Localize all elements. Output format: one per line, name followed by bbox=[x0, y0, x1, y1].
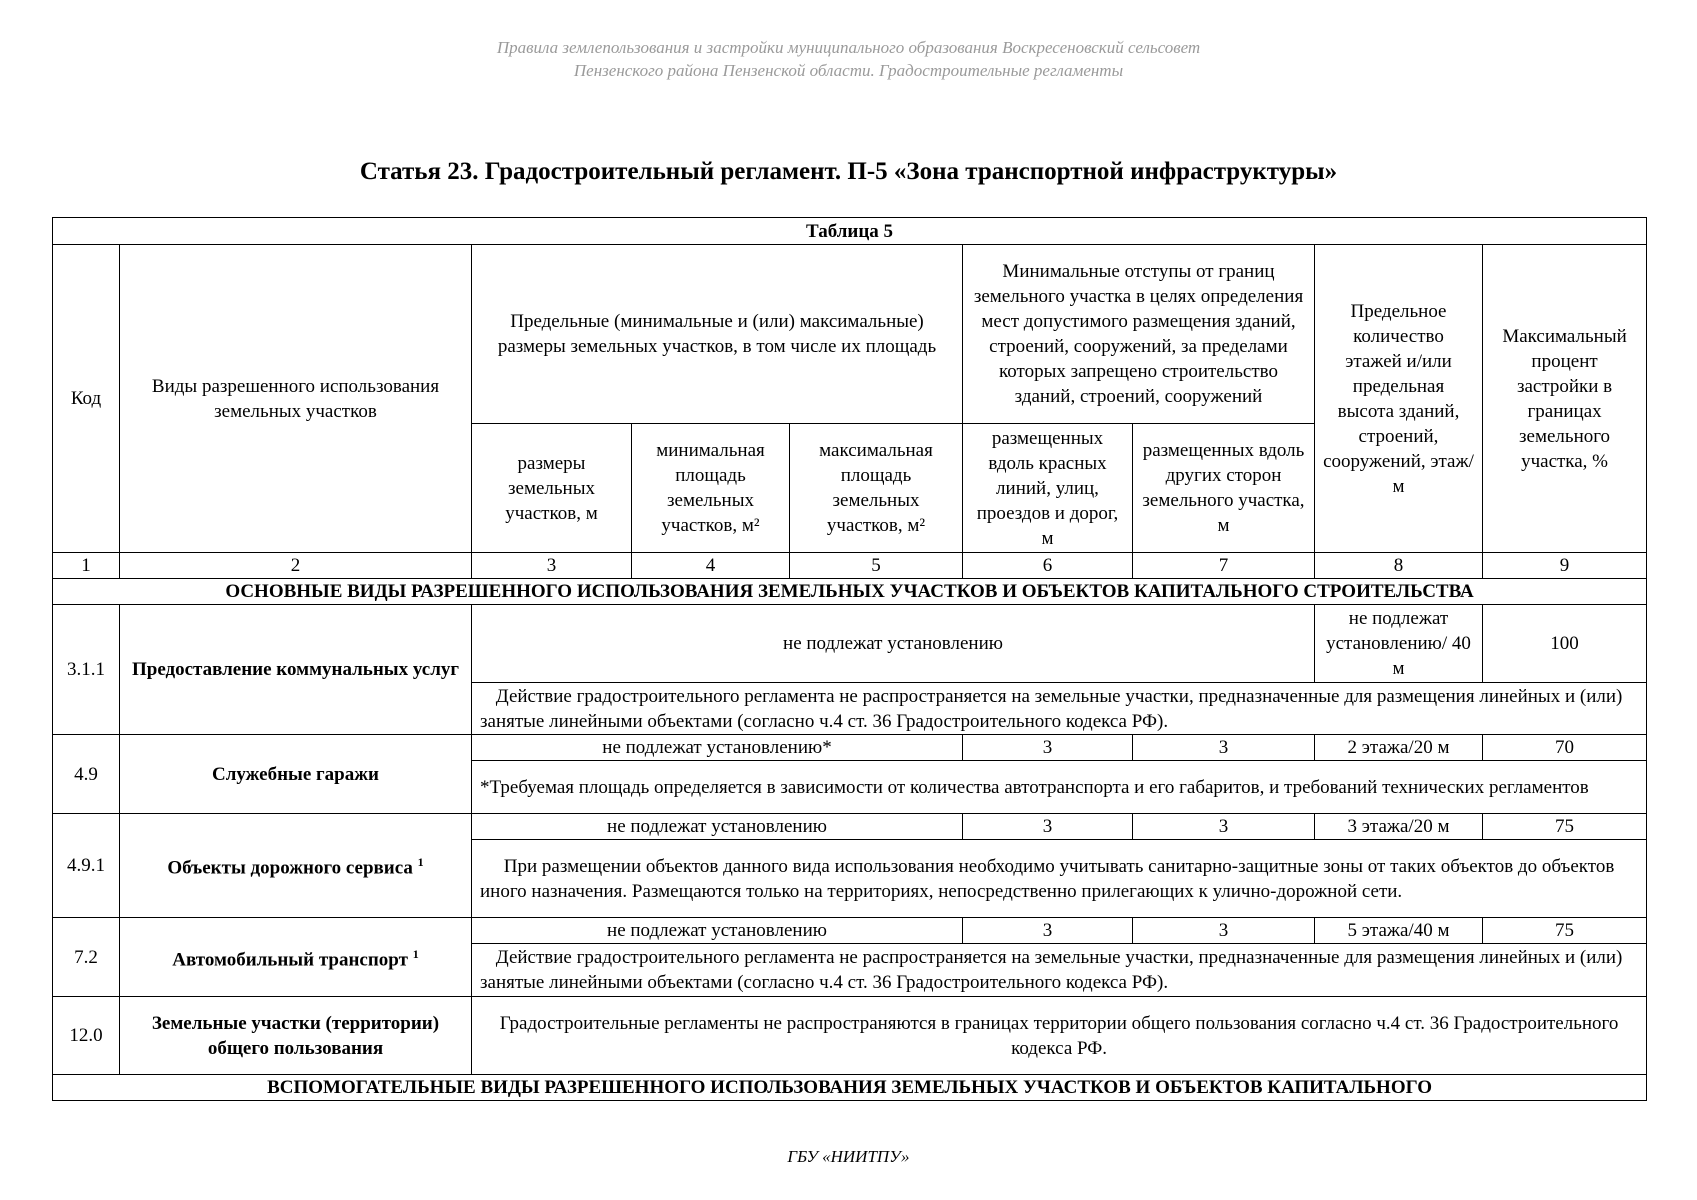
section-row-aux bbox=[53, 1075, 1647, 1101]
column-number: 4 bbox=[632, 553, 790, 579]
col-header-setbacks-group: Минимальные отступы от границ земельного участка в целях определения мест допустимого размещения зданий, строений, сооружений, за пределами которых запрещено строительство зданий, строений, сооружений bbox=[963, 245, 1315, 424]
page-footer: ГБУ «НИИТПУ» bbox=[787, 1147, 910, 1166]
section-row-main bbox=[53, 579, 1647, 605]
row-note: При размещении объектов данного вида использования необходимо учитывать санитарно-защитные зоны от таких объектов до объектов иного назначения. Размещаются только на территориях, непосредственно прилегающих к улично-дорожной сети. bbox=[472, 840, 1647, 918]
column-number: 5 bbox=[790, 553, 963, 579]
table-row bbox=[53, 918, 1647, 944]
col-header-min-area: минимальная площадь земельных участков, м² bbox=[632, 424, 790, 553]
row-code: 7.2 bbox=[53, 918, 120, 997]
row-floors-value: 5 этажа/40 м bbox=[1315, 918, 1483, 944]
row-use-name bbox=[120, 918, 472, 997]
row-setback-other-value: 3 bbox=[1133, 814, 1315, 840]
table-row bbox=[53, 605, 1647, 683]
row-use-name-text: Объекты дорожного сервиса bbox=[167, 857, 413, 879]
row-setback-red-value: 3 bbox=[963, 735, 1133, 761]
running-header-line-1: Правила землепользования и застройки муниципального образования Воскресеновский сельсовет bbox=[496, 38, 1201, 57]
running-header-line-2: Пензенского района Пензенской области. Градостроительные регламенты bbox=[573, 61, 1124, 80]
row-setback-other-value: 3 bbox=[1133, 918, 1315, 944]
column-number: 3 bbox=[472, 553, 632, 579]
col-header-sizes-group: Предельные (минимальные и (или) максимальные) размеры земельных участков, в том числе их площадь bbox=[472, 245, 963, 424]
section-heading-main: ОСНОВНЫЕ ВИДЫ РАЗРЕШЕННОГО ИСПОЛЬЗОВАНИЯ ЗЕМЕЛЬНЫХ УЧАСТКОВ И ОБЪЕКТОВ КАПИТАЛЬНОГО СТРОИТЕЛЬСТВА bbox=[53, 579, 1647, 605]
row-coverage-value: 75 bbox=[1483, 918, 1647, 944]
row-coverage-value: 70 bbox=[1483, 735, 1647, 761]
row-use-name bbox=[120, 814, 472, 918]
column-number: 2 bbox=[120, 553, 472, 579]
col-header-floors: Предельное количество этажей и/или предельная высота зданий, строений, сооружений, этаж/м bbox=[1315, 245, 1483, 553]
footnote-marker: 1 bbox=[417, 855, 424, 870]
row-code: 12.0 bbox=[53, 997, 120, 1075]
col-header-max-area: максимальная площадь земельных участков, м² bbox=[790, 424, 963, 553]
row-use-name: Предоставление коммунальных услуг bbox=[120, 605, 472, 735]
col-header-code: Код bbox=[53, 245, 120, 553]
row-floors-value: 3 этажа/20 м bbox=[1315, 814, 1483, 840]
row-coverage-value: 100 bbox=[1483, 605, 1647, 683]
row-note: Действие градостроительного регламента не распространяется на земельные участки, предназначенные для размещения линейных и (или) занятые линейными объектами (согласно ч.4 ст. 36 Градостроительного кодекса РФ). bbox=[472, 683, 1647, 735]
row-code: 3.1.1 bbox=[53, 605, 120, 735]
table-row bbox=[53, 814, 1647, 840]
row-sizes-value: не подлежат установлению bbox=[472, 918, 963, 944]
column-number: 7 bbox=[1133, 553, 1315, 579]
row-sizes-value: не подлежат установлению bbox=[472, 605, 1315, 683]
regulation-table bbox=[52, 217, 1647, 1101]
table-label-row bbox=[53, 218, 1647, 245]
row-note: Действие градостроительного регламента не распространяется на земельные участки, предназначенные для размещения линейных и (или) занятые линейными объектами (согласно ч.4 ст. 36 Градостроительного кодекса РФ). bbox=[472, 944, 1647, 997]
col-header-coverage: Максимальный процент застройки в границах земельного участка, % bbox=[1483, 245, 1647, 553]
table-row bbox=[53, 997, 1647, 1075]
row-use-name: Земельные участки (территории) общего пользования bbox=[120, 997, 472, 1075]
row-floors-value: не подлежат установлению/ 40 м bbox=[1315, 605, 1483, 683]
column-number: 6 bbox=[963, 553, 1133, 579]
row-code: 4.9 bbox=[53, 735, 120, 814]
row-use-name: Служебные гаражи bbox=[120, 735, 472, 814]
row-use-name-text: Автомобильный транспорт bbox=[172, 949, 408, 971]
row-sizes-value: не подлежат установлению* bbox=[472, 735, 963, 761]
col-header-setback-red: размещенных вдоль красных линий, улиц, проездов и дорог, м bbox=[963, 424, 1133, 553]
row-setback-red-value: 3 bbox=[963, 918, 1133, 944]
column-number-row bbox=[53, 553, 1647, 579]
running-header bbox=[0, 36, 1697, 82]
row-note: Градостроительные регламенты не распространяются в границах территории общего пользования согласно ч.4 ст. 36 Градостроительного кодекса РФ. bbox=[472, 997, 1647, 1075]
page-title: Статья 23. Градостроительный регламент. П-5 «Зона транспортной инфраструктуры» bbox=[359, 158, 1338, 185]
header-row-1 bbox=[53, 245, 1647, 424]
row-setback-other-value: 3 bbox=[1133, 735, 1315, 761]
column-number: 8 bbox=[1315, 553, 1483, 579]
column-number: 1 bbox=[53, 553, 120, 579]
col-header-sizes-m: размеры земельных участков, м bbox=[472, 424, 632, 553]
row-sizes-value: не подлежат установлению bbox=[472, 814, 963, 840]
row-coverage-value: 75 bbox=[1483, 814, 1647, 840]
table-number-label: Таблица 5 bbox=[53, 218, 1647, 245]
column-number: 9 bbox=[1483, 553, 1647, 579]
row-setback-red-value: 3 bbox=[963, 814, 1133, 840]
row-code: 4.9.1 bbox=[53, 814, 120, 918]
row-note: *Требуемая площадь определяется в зависимости от количества автотранспорта и его габаритов, и требований технических регламентов bbox=[472, 761, 1647, 814]
row-floors-value: 2 этажа/20 м bbox=[1315, 735, 1483, 761]
table-row bbox=[53, 735, 1647, 761]
footnote-marker: 1 bbox=[412, 946, 419, 961]
section-heading-aux: ВСПОМОГАТЕЛЬНЫЕ ВИДЫ РАЗРЕШЕННОГО ИСПОЛЬЗОВАНИЯ ЗЕМЕЛЬНЫХ УЧАСТКОВ И ОБЪЕКТОВ КАПИТАЛЬНОГО bbox=[53, 1075, 1647, 1101]
col-header-use: Виды разрешенного использования земельных участков bbox=[120, 245, 472, 553]
col-header-setback-other: размещенных вдоль других сторон земельного участка, м bbox=[1133, 424, 1315, 553]
